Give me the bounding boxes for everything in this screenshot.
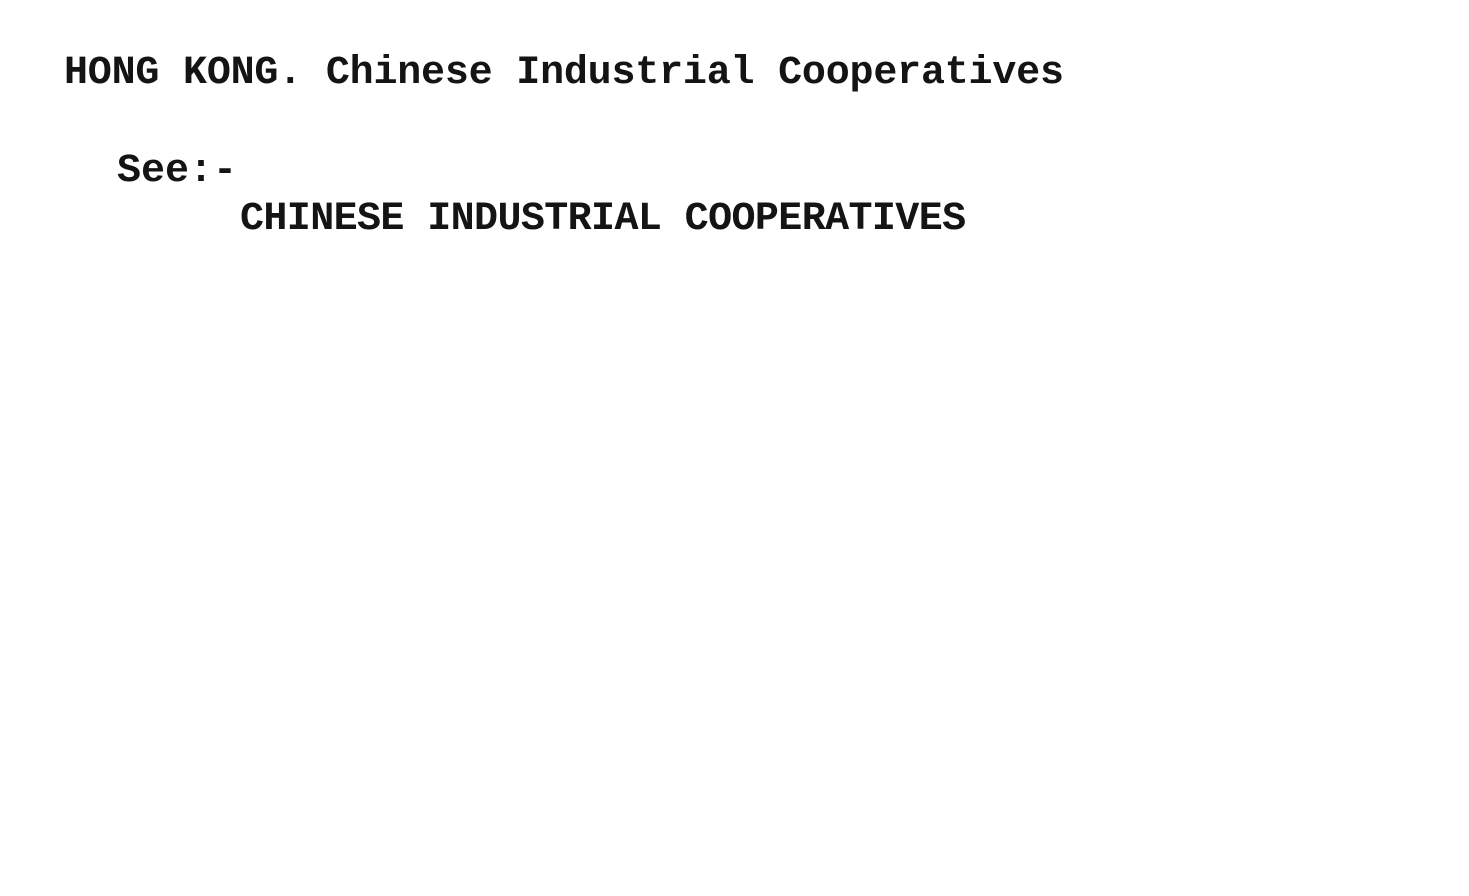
see-label: See:-	[117, 149, 238, 194]
card-heading: HONG KONG. Chinese Industrial Cooperatives	[64, 51, 1064, 96]
cross-reference: CHINESE INDUSTRIAL COOPERATIVES	[240, 197, 966, 242]
